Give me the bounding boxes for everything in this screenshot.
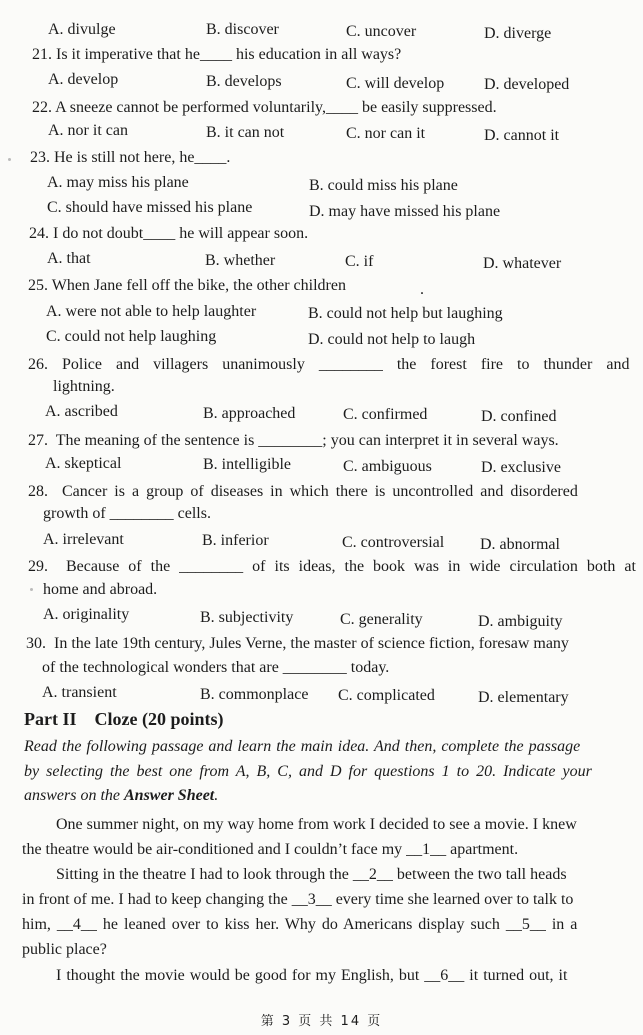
passage-line: in front of me. I had to keep changing the __3__ every time she learned over to talk to	[22, 891, 574, 908]
question-22-stem: 22. A sneeze cannot be performed voluntarily,____ be easily suppressed.	[32, 99, 497, 116]
option-c: C. ambiguous	[343, 458, 432, 475]
question-28-line1: 28. Cancer is a group of diseases in which there is uncontrolled and disordered	[28, 483, 578, 500]
option-c: C. should have missed his plane	[47, 199, 253, 216]
question-30-line2: of the technological wonders that are ________ today.	[42, 659, 390, 676]
option-c: C. confirmed	[343, 406, 428, 423]
option-d: D. may have missed his plane	[309, 203, 501, 220]
part-ii-heading: Part II Cloze (20 points)	[24, 709, 224, 729]
option-b: B. could miss his plane	[309, 177, 458, 194]
question-27-stem: 27. The meaning of the sentence is ________; you can interpret it in several ways.	[28, 432, 559, 449]
question-26-stem	[28, 355, 630, 375]
page-footer: 第 3 页 共 14 页	[260, 1014, 383, 1029]
option-b: B. approached	[203, 405, 296, 422]
option-c: C. generality	[340, 611, 423, 628]
question-23-stem: 23. He is still not here, he____.	[30, 149, 231, 166]
option-b: B. inferior	[202, 532, 269, 549]
question-26-line2: lightning.	[53, 378, 115, 395]
answer-sheet-label: Answer Sheet	[124, 787, 215, 804]
option-b: B. commonplace	[200, 686, 309, 703]
option-a: A. nor it can	[48, 122, 128, 139]
question-21-stem: 21. Is it imperative that he____ his education in all ways?	[32, 46, 402, 63]
option-b: B. could not help but laughing	[308, 305, 503, 322]
option-d: D. developed	[484, 76, 570, 93]
option-c: C. could not help laughing	[46, 328, 217, 345]
option-a: A. that	[47, 250, 91, 267]
passage-line: the theatre would be air-conditioned and I couldn’t face my __1__ apartment.	[22, 841, 519, 858]
question-28-line2: growth of ________ cells.	[43, 505, 211, 522]
scan-speck	[8, 158, 11, 161]
question-24-stem: 24. I do not doubt____ he will appear soon.	[29, 225, 309, 242]
option-d: D. confined	[481, 408, 557, 425]
instructions-line1: Read the following passage and learn the main idea. And then, complete the passage	[24, 738, 581, 755]
option-c: C. nor can it	[346, 125, 426, 142]
passage-line: I thought the movie would be good for my English, but __6__ it turned out, it	[56, 967, 568, 984]
instructions-line2: by selecting the best one from A, B, C, and D for questions 1 to 20. Indicate your	[24, 763, 592, 780]
option-d: D. whatever	[483, 255, 562, 272]
passage-line: Sitting in the theatre I had to look through the __2__ between the two tall heads	[56, 866, 567, 883]
option-d: D. elementary	[478, 689, 569, 706]
option-d: D. could not help to laugh	[308, 331, 476, 348]
instructions-prefix: answers on the	[24, 787, 124, 804]
option-a: A. skeptical	[45, 455, 122, 472]
option-d: D. ambiguity	[478, 613, 563, 630]
option-d: D. cannot it	[484, 127, 560, 144]
option-a: A. were not able to help laughter	[46, 303, 257, 320]
option-a: A. divulge	[48, 21, 116, 38]
option-b: B. intelligible	[203, 456, 291, 473]
option-a: A. originality	[43, 606, 130, 623]
option-a: A. ascribed	[45, 403, 118, 420]
option-a: A. may miss his plane	[47, 174, 189, 191]
option-d: D. exclusive	[481, 459, 561, 476]
instructions-line3	[24, 786, 218, 806]
option-c: C. complicated	[338, 687, 435, 704]
option-d: D. diverge	[484, 25, 552, 42]
question-29-line2: home and abroad.	[43, 581, 158, 598]
question-25-blank-end: .	[420, 281, 424, 298]
instructions-suffix: .	[214, 787, 219, 804]
option-d: D. abnormal	[480, 536, 560, 553]
scan-speck	[30, 588, 33, 591]
question-30-line1: 30. In the late 19th century, Jules Verne, the master of science fiction, foresaw many	[26, 635, 569, 652]
passage-line: him, __4__ he leaned over to kiss her. Why do Americans display such __5__ in a	[22, 916, 578, 933]
question-25-stem: 25. When Jane fell off the bike, the other children	[28, 277, 346, 294]
option-c: C. controversial	[342, 534, 445, 551]
option-b: B. discover	[206, 21, 279, 38]
option-b: B. subjectivity	[200, 609, 294, 626]
option-b: B. develops	[206, 73, 282, 90]
option-c: C. will develop	[346, 75, 445, 92]
option-a: A. transient	[42, 684, 117, 701]
question-29-line1: 29. Because of the ________ of its ideas, the book was in wide circulation both at	[28, 558, 636, 575]
option-b: B. it can not	[206, 124, 285, 141]
passage-line: public place?	[22, 941, 107, 958]
question-26-line1: 26. Police and villagers unanimously ________ the forest fire to thunder and	[28, 356, 630, 373]
passage-line: One summer night, on my way home from work I decided to see a movie. I knew	[56, 816, 577, 833]
option-a: A. develop	[48, 71, 119, 88]
option-c: C. uncover	[346, 23, 417, 40]
option-c: C. if	[345, 253, 374, 270]
option-a: A. irrelevant	[43, 531, 124, 548]
option-b: B. whether	[205, 252, 276, 269]
